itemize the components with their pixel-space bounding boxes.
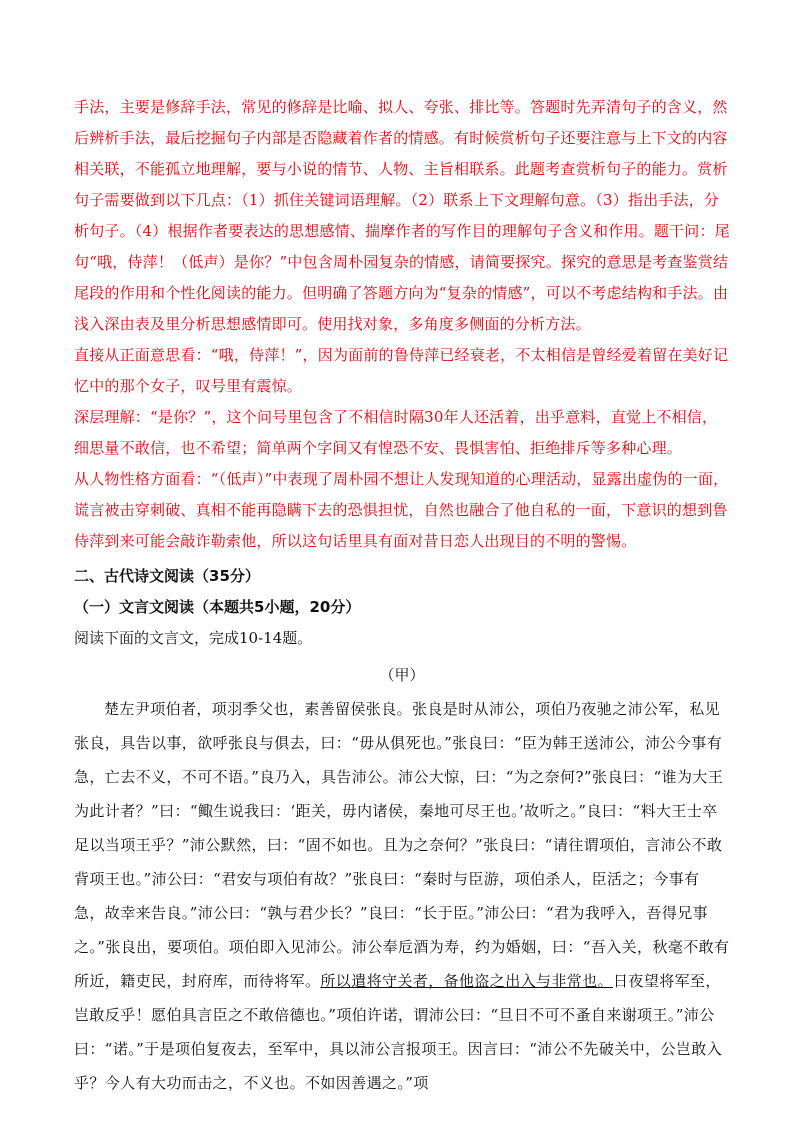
section-title: 二、古代诗文阅读（35分）	[74, 567, 260, 585]
analysis-paragraph-1: 手法，主要是修辞手法，常见的修辞是比喻、拟人、夸张、排比等。答题时先弄清句子的含义，然后辨析手法，最后挖掘句子内部是否隐藏着作者的情感。有时候赏析句子还要注意与上下文的内容相关联，不能孤立地理解，要与小说的情节、人物、主旨相联系。此题考查赏析句子的能力。赏析句子需要做到以下几点：（1）抓住关键词语理解。（2）联系上下文理解句意。（3）指出手法，分析句子。（4）根据作者要表达的思想感情、揣摩作者的写作目的理解句子含义和作用。题干问：尾句“哦，侍萍！（低声）是你？”中包含周朴园复杂的情感，请简要探究。探究的意思是考查鉴赏结尾段的作用和个性化阅读的能力。但明确了答题方向为“复杂的情感”，可以不考虑结构和手法。由浅入深由表及里分析思想感情即可。使用找对象，多角度多侧面的分析方法。	[74, 98, 730, 333]
passage-paragraph	[74, 692, 730, 1100]
passage-title: （甲）	[379, 666, 425, 684]
passage-text-part-1: 楚左尹项伯者，项羽季父也，素善留侯张良。张良是时从沛公，项伯乃夜驰之沛公军，私见张良，具告以事，欲呼张良与俱去，曰：“毋从俱死也。”张良曰：“臣为韩王送沛公，沛公今事有急，亡去不义，不可不语。”良乃入，具告沛公。沛公大惊，曰：“为之奈何?”张良曰：“谁为大王为此计者？”曰：“鲰生说我曰：‘距关，毋内诸侯，秦地可尽王也。’故听之。”良曰：“料大王士卒足以当项王乎？”沛公默然，曰：“固不如也。且为之奈何？”张良曰：“请往谓项伯，言沛公不敢背项王也。”沛公曰：“君安与项伯有故？”张良曰：“秦时与臣游，项伯杀人，臣活之；今事有急，故幸来告良。”沛公曰：“孰与君少长？”良曰：“长于臣。”沛公曰：“君为我呼入，吾得兄事之。”张良出，要项伯。项伯即入见沛公。沛公奉卮酒为寿，约为婚姻，曰：“吾入关，秋毫不敢有所近，籍吏民，封府库，而待将军。	[74, 700, 730, 990]
passage-text-part-2: 日夜望将军至，岂敢反乎！愿伯具言臣之不敢倍德也。”项伯许诺，谓沛公曰：“旦日不可不蚤自来谢项王。”沛公曰：“诺。”于是项伯复夜去，至军中，具以沛公言报项王。因言曰：“沛公不先破关中，公岂敢入乎？今人有大功而击之，不义也。不如因善遇之。”项	[74, 972, 723, 1092]
underlined-sentence: 所以遣将守关者，备他盗之出入与非常也。	[320, 972, 614, 990]
reading-instruction: 阅读下面的文言文，完成10-14题。	[74, 629, 313, 647]
answer-analysis	[74, 92, 730, 557]
analysis-paragraph-2: 直接从正面意思看：“哦，侍萍！”，因为面前的鲁侍萍已经衰老，不太相信是曾经爱着留在美好记忆中的那个女子，叹号里有震惊。	[74, 346, 729, 395]
classical-passage	[74, 692, 730, 1100]
analysis-paragraph-4: 从人物性格方面看：“（低声）”中表现了周朴园不想让人发现知道的心理活动，显露出虚伪的一面，谎言被击穿刺破、真相不能再隐瞒下去的恐惧担忧，自然也融合了他自私的一面，下意识的想到鲁侍萍到来可能会敲诈勒索他，所以这句话里具有面对昔日恋人出现目的不明的警惕。	[74, 470, 729, 550]
subsection-title: （一）文言文阅读（本题共5小题，20分）	[74, 598, 361, 616]
analysis-paragraph-3: 深层理解：“是你？”，这个问号里包含了不相信时隔30年人还活着，出乎意料，直觉上不相信，细思量不敢信，也不希望；简单两个字间又有惶恐不安、畏惧害怕、拒绝排斥等多种心理。	[74, 408, 718, 457]
